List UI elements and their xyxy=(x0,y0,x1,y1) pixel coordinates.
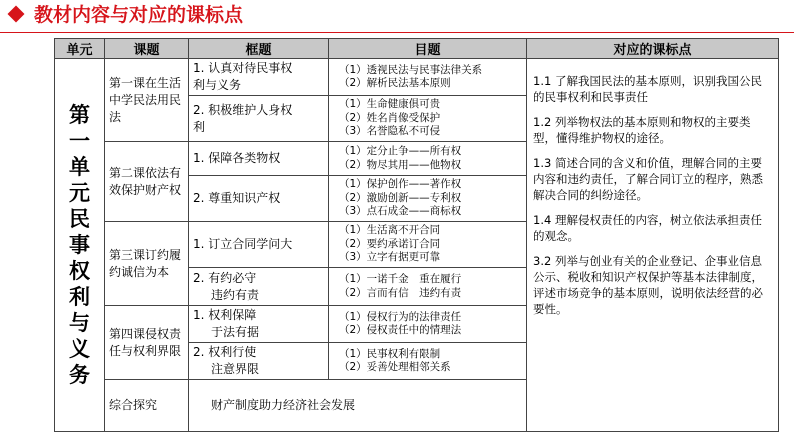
goal-1-1: （1）透视民法与民事法律关系 （2）解析民法基本原则 xyxy=(329,59,527,96)
goal-4-2: （1）民事权利有限制 （2）妥善处理相邻关系 xyxy=(329,343,527,380)
curriculum-table xyxy=(54,38,779,432)
frame-4-1: 1. 权利保障 于法有据 xyxy=(189,306,329,343)
lesson-4: 第四课侵权责任与权利界限 xyxy=(105,306,189,380)
lesson-3: 第三课订约履约诚信为本 xyxy=(105,222,189,306)
frame-4-2: 2. 权利行使 注意界限 xyxy=(189,343,329,380)
frame-3-1: 1. 订立合同学问大 xyxy=(189,222,329,268)
header-frame: 框题 xyxy=(189,39,329,59)
lesson-1: 第一课在生活中学民法用民法 xyxy=(105,59,189,142)
goal-2-1: （1）定分止争——所有权 （2）物尽其用——他物权 xyxy=(329,142,527,176)
table-row xyxy=(55,59,779,96)
header-unit: 单元 xyxy=(55,39,105,59)
header-standard: 对应的课标点 xyxy=(527,39,779,59)
goal-1-2: （1）生命健康俱可贵 （2）姓名肖像受保护 （3）名誉隐私不可侵 xyxy=(329,96,527,142)
title-underline xyxy=(0,32,794,33)
diamond-bullet-icon xyxy=(8,6,25,23)
header-goal: 目题 xyxy=(329,39,527,59)
lesson-2: 第二课依法有效保护财产权 xyxy=(105,142,189,222)
standard-3-2: 3.2 列举与创业有关的企业登记、企事业信息公示、税收和知识产权保护等基本法律制度，评述市场竞争的基本原则，说明依法经营的必要性。 xyxy=(533,254,763,316)
goal-2-2: （1）保护创作——著作权 （2）激励创新——专利权 （3）点石成金——商标权 xyxy=(329,176,527,222)
standards-cell xyxy=(527,59,779,432)
title-bar xyxy=(0,0,794,32)
goal-3-2: （1）一诺千金 重在履行 （2）言而有信 违约有责 xyxy=(329,268,527,306)
header-lesson: 课题 xyxy=(105,39,189,59)
frame-2-2: 2. 尊重知识产权 xyxy=(189,176,329,222)
standard-1-3: 1.3 简述合同的含义和价值，理解合同的主要内容和违约责任，了解合同订立的程序，熟悉解决合同的纠纷途径。 xyxy=(533,156,763,202)
unit-cell: 第 一 单 元 民 事 权 利 与 义 务 xyxy=(55,59,105,432)
standard-1-4: 1.4 理解侵权责任的内容，树立依法承担责任的观念。 xyxy=(533,213,762,243)
goal-3-1: （1）生活离不开合同 （2）要约承诺订合同 （3）立字有据更可靠 xyxy=(329,222,527,268)
frame-1-1: 1. 认真对待民事权 利与义务 xyxy=(189,59,329,96)
explore-label: 综合探究 xyxy=(105,380,189,432)
explore-content: 财产制度助力经济社会发展 xyxy=(189,380,527,432)
page-title: 教材内容与对应的课标点 xyxy=(34,4,244,26)
standard-1-1: 1.1 了解我国民法的基本原则，识别我国公民的民事权利和民事责任 xyxy=(533,74,762,104)
frame-2-1: 1. 保障各类物权 xyxy=(189,142,329,176)
goal-4-1: （1）侵权行为的法律责任 （2）侵权责任中的情理法 xyxy=(329,306,527,343)
frame-1-2: 2. 积极维护人身权 利 xyxy=(189,96,329,142)
standard-1-2: 1.2 列举物权法的基本原则和物权的主要类型，懂得维护物权的途径。 xyxy=(533,115,751,145)
frame-3-2: 2. 有约必守 违约有责 xyxy=(189,268,329,306)
header-row xyxy=(55,39,779,59)
